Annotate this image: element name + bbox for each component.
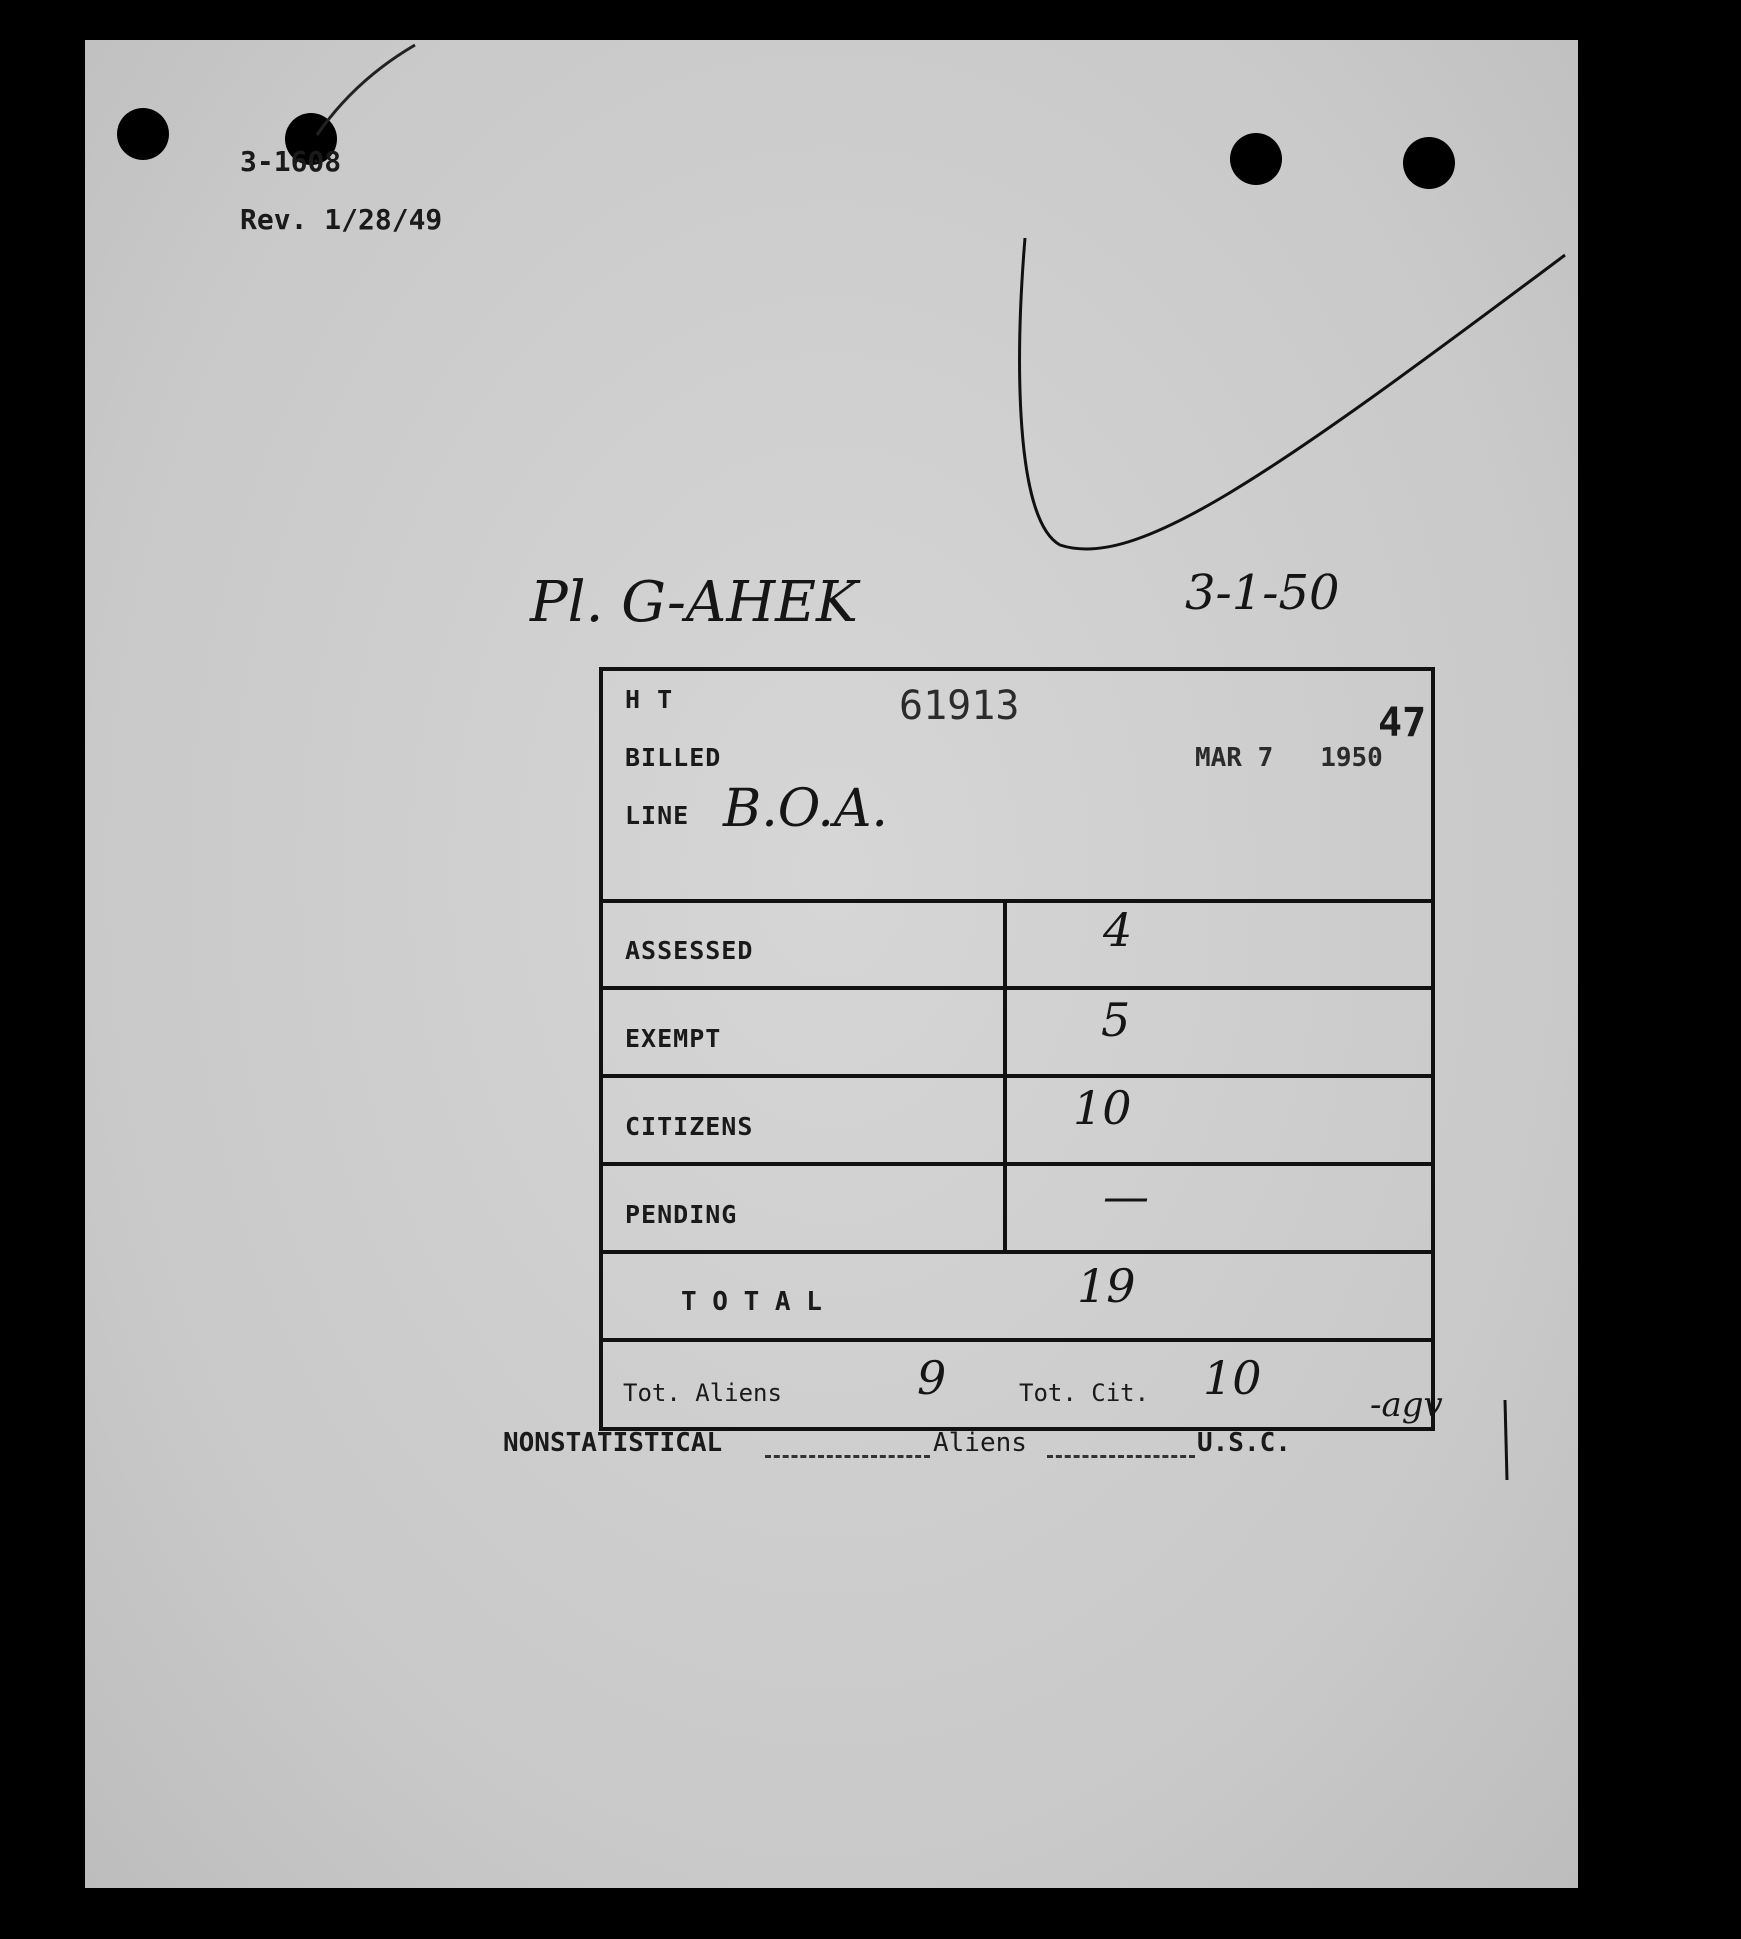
document-page (85, 40, 1578, 1888)
billed-label: BILLED (625, 743, 722, 772)
citizens-value: 10 (1073, 1081, 1132, 1135)
tot-aliens-label: Tot. Aliens (623, 1379, 782, 1407)
pending-value: — (1103, 1169, 1149, 1223)
total-label: T O T A L (681, 1287, 822, 1317)
record-table (599, 667, 1435, 1431)
initials: -agv (1370, 1385, 1443, 1425)
nonstat-aliens-blank (765, 1455, 930, 1458)
nonstat-usc-label: U.S.C. (1197, 1428, 1291, 1458)
nonstat-label: NONSTATISTICAL (503, 1428, 723, 1458)
billed-stamp: MAR 7 1950 (1195, 743, 1383, 773)
tot-cit-label: Tot. Cit. (1019, 1379, 1150, 1407)
exempt-value: 5 (1101, 993, 1131, 1047)
date-code: 3-1-50 (1185, 565, 1340, 621)
form-number: 3-1608 (240, 145, 342, 178)
line-label: LINE (625, 801, 690, 830)
pending-label: PENDING (625, 1200, 738, 1229)
tot-aliens-value: 9 (917, 1351, 947, 1405)
page-number: 47 (1378, 700, 1427, 746)
assessed-label: ASSESSED (625, 936, 754, 965)
ht-number: 61913 (899, 683, 1020, 729)
total-value: 19 (1077, 1259, 1136, 1313)
tot-cit-value: 10 (1203, 1351, 1262, 1405)
exempt-label: EXEMPT (625, 1024, 722, 1053)
nonstat-aliens-label: Aliens (933, 1428, 1027, 1458)
ht-label: H T (625, 685, 674, 714)
place-code: Pl. G-AHEK (530, 570, 858, 635)
line-value: B.O.A. (723, 779, 888, 839)
nonstat-usc-blank (1047, 1455, 1195, 1458)
revision-date: Rev. 1/28/49 (240, 203, 443, 236)
assessed-value: 4 (1103, 903, 1133, 957)
citizens-label: CITIZENS (625, 1112, 754, 1141)
